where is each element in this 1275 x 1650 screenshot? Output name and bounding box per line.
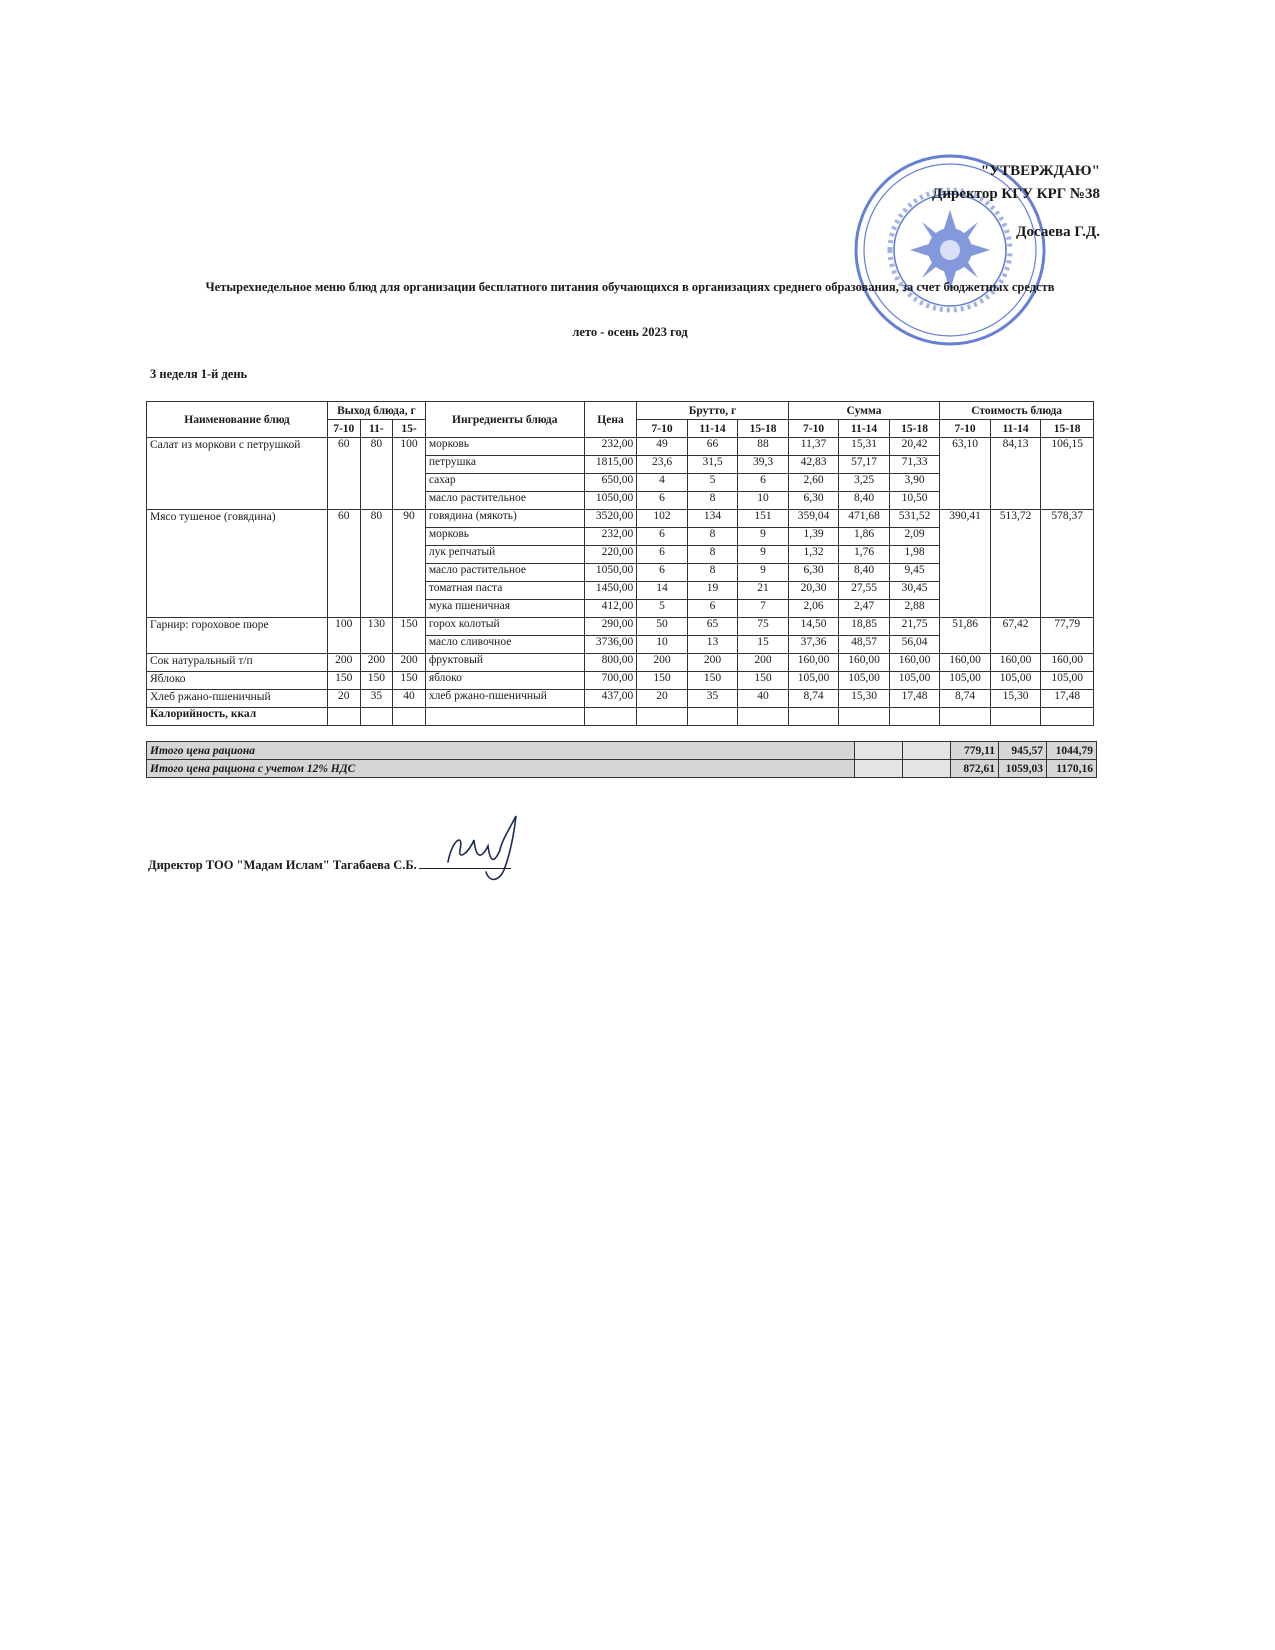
brutto-cell: 200 — [738, 654, 789, 672]
price-cell: 437,00 — [584, 690, 637, 708]
brutto-cell: 6 — [738, 474, 789, 492]
sum-cell: 30,45 — [889, 582, 940, 600]
dish-output-cell: 150 — [393, 672, 426, 690]
sum-cell: 1,32 — [788, 546, 839, 564]
calories-row — [147, 708, 1094, 726]
dish-output-cell: 35 — [360, 690, 393, 708]
dish-cost-cell: 105,00 — [990, 672, 1041, 690]
sum-cell: 42,83 — [788, 456, 839, 474]
header-brutto: Брутто, г — [637, 402, 789, 420]
header-out-age: 11- — [360, 420, 393, 438]
price-cell: 290,00 — [584, 618, 637, 636]
price-cell: 700,00 — [584, 672, 637, 690]
sum-cell: 1,86 — [839, 528, 890, 546]
dish-output-cell: 90 — [393, 510, 426, 618]
dish-output-cell: 100 — [393, 438, 426, 510]
dish-output-cell: 80 — [360, 510, 393, 618]
brutto-cell: 21 — [738, 582, 789, 600]
sum-cell: 18,85 — [839, 618, 890, 636]
dish-name-cell: Гарнир: гороховое пюре — [147, 618, 328, 654]
header-brutto-age: 15-18 — [738, 420, 789, 438]
total-row — [147, 742, 1097, 760]
price-cell: 1050,00 — [584, 492, 637, 510]
sum-cell: 3,25 — [839, 474, 890, 492]
brutto-cell: 9 — [738, 546, 789, 564]
header-out-age: 15- — [393, 420, 426, 438]
handwritten-signature — [430, 810, 540, 890]
brutto-cell: 150 — [637, 672, 688, 690]
dish-output-cell: 60 — [327, 438, 360, 510]
sum-cell: 9,45 — [889, 564, 940, 582]
sum-cell: 1,98 — [889, 546, 940, 564]
total-value: 945,57 — [999, 742, 1047, 760]
sum-cell: 8,74 — [788, 690, 839, 708]
table-row — [147, 654, 1094, 672]
calories-empty-cell — [584, 708, 637, 726]
sum-cell: 1,39 — [788, 528, 839, 546]
brutto-cell: 102 — [637, 510, 688, 528]
brutto-cell: 20 — [637, 690, 688, 708]
total-vat-value: 1059,03 — [999, 760, 1047, 778]
brutto-cell: 31,5 — [687, 456, 738, 474]
sum-cell: 1,76 — [839, 546, 890, 564]
calories-empty-cell — [360, 708, 393, 726]
calories-empty-cell — [327, 708, 360, 726]
dish-output-cell: 80 — [360, 438, 393, 510]
blank-cell — [855, 760, 903, 778]
dish-cost-cell: 51,86 — [940, 618, 991, 654]
header-out-age: 7-10 — [327, 420, 360, 438]
dish-output-cell: 200 — [327, 654, 360, 672]
price-cell: 3520,00 — [584, 510, 637, 528]
header-sum-age: 15-18 — [889, 420, 940, 438]
header-ingredients: Ингредиенты блюда — [425, 402, 584, 438]
sum-cell: 2,47 — [839, 600, 890, 618]
sum-cell: 2,60 — [788, 474, 839, 492]
sum-cell: 160,00 — [889, 654, 940, 672]
brutto-cell: 19 — [687, 582, 738, 600]
sum-cell: 2,06 — [788, 600, 839, 618]
dish-cost-cell: 513,72 — [990, 510, 1041, 618]
header-brutto-age: 7-10 — [637, 420, 688, 438]
ingredient-cell: томатная паста — [425, 582, 584, 600]
ingredient-cell: хлеб ржано-пшеничный — [425, 690, 584, 708]
sum-cell: 57,17 — [839, 456, 890, 474]
dish-output-cell: 150 — [393, 618, 426, 654]
brutto-cell: 8 — [687, 528, 738, 546]
dish-cost-cell: 67,42 — [990, 618, 1041, 654]
brutto-cell: 6 — [637, 492, 688, 510]
calories-empty-cell — [393, 708, 426, 726]
header-price: Цена — [584, 402, 637, 438]
dish-cost-cell: 160,00 — [990, 654, 1041, 672]
document-subtitle: лето - осень 2023 год — [572, 325, 688, 339]
total-vat-value: 1170,16 — [1047, 760, 1097, 778]
price-cell: 412,00 — [584, 600, 637, 618]
brutto-cell: 150 — [738, 672, 789, 690]
ingredient-cell: масло сливочное — [425, 636, 584, 654]
sum-cell: 15,31 — [839, 438, 890, 456]
dish-name-cell: Яблоко — [147, 672, 328, 690]
approval-heading: "УТВЕРЖДАЮ" — [980, 163, 1100, 179]
sum-cell: 20,30 — [788, 582, 839, 600]
sum-cell: 359,04 — [788, 510, 839, 528]
brutto-cell: 6 — [637, 546, 688, 564]
calories-empty-cell — [990, 708, 1041, 726]
brutto-cell: 10 — [637, 636, 688, 654]
price-cell: 800,00 — [584, 654, 637, 672]
sum-cell: 2,09 — [889, 528, 940, 546]
dish-output-cell: 200 — [360, 654, 393, 672]
sum-cell: 14,50 — [788, 618, 839, 636]
sum-cell: 10,50 — [889, 492, 940, 510]
dish-cost-cell: 77,79 — [1041, 618, 1094, 654]
sum-cell: 8,40 — [839, 492, 890, 510]
ingredient-cell: говядина (мякоть) — [425, 510, 584, 528]
sum-cell: 6,30 — [788, 564, 839, 582]
dish-cost-cell: 160,00 — [1041, 654, 1094, 672]
blank-cell — [855, 742, 903, 760]
ingredient-cell: фруктовый — [425, 654, 584, 672]
dish-name-cell: Салат из моркови с петрушкой — [147, 438, 328, 510]
approval-block — [900, 160, 1100, 244]
dish-name-cell: Хлеб ржано-пшеничный — [147, 690, 328, 708]
dish-cost-cell: 15,30 — [990, 690, 1041, 708]
ingredient-cell: масло растительное — [425, 492, 584, 510]
director-name: Директор ТОО "Мадам Ислам" Тагабаева С.Б. — [148, 858, 417, 872]
header-cost-age: 7-10 — [940, 420, 991, 438]
brutto-cell: 5 — [637, 600, 688, 618]
calories-empty-cell — [788, 708, 839, 726]
brutto-cell: 8 — [687, 492, 738, 510]
calories-empty-cell — [940, 708, 991, 726]
ingredient-cell: морковь — [425, 438, 584, 456]
brutto-cell: 150 — [687, 672, 738, 690]
brutto-cell: 14 — [637, 582, 688, 600]
brutto-cell: 10 — [738, 492, 789, 510]
sum-cell: 56,04 — [889, 636, 940, 654]
ingredient-cell: мука пшеничная — [425, 600, 584, 618]
dish-cost-cell: 390,41 — [940, 510, 991, 618]
sum-cell: 471,68 — [839, 510, 890, 528]
price-cell: 1815,00 — [584, 456, 637, 474]
dish-output-cell: 200 — [393, 654, 426, 672]
dish-name-cell: Мясо тушеное (говядина) — [147, 510, 328, 618]
dish-cost-cell: 84,13 — [990, 438, 1041, 510]
brutto-cell: 39,3 — [738, 456, 789, 474]
sum-cell: 160,00 — [839, 654, 890, 672]
header-brutto-age: 11-14 — [687, 420, 738, 438]
ingredient-cell: лук репчатый — [425, 546, 584, 564]
dish-output-cell: 150 — [360, 672, 393, 690]
dish-cost-cell: 105,00 — [1041, 672, 1094, 690]
dish-cost-cell: 578,37 — [1041, 510, 1094, 618]
brutto-cell: 50 — [637, 618, 688, 636]
calories-empty-cell — [1041, 708, 1094, 726]
header-cost-age: 15-18 — [1041, 420, 1094, 438]
price-cell: 1450,00 — [584, 582, 637, 600]
sum-cell: 6,30 — [788, 492, 839, 510]
approval-position: Директор КГУ КРГ №38 — [932, 186, 1100, 203]
table-row — [147, 510, 1094, 528]
brutto-cell: 6 — [637, 564, 688, 582]
brutto-cell: 13 — [687, 636, 738, 654]
sum-cell: 71,33 — [889, 456, 940, 474]
table-row — [147, 690, 1094, 708]
brutto-cell: 15 — [738, 636, 789, 654]
brutto-cell: 23,6 — [637, 456, 688, 474]
ingredient-cell: морковь — [425, 528, 584, 546]
sum-cell: 48,57 — [839, 636, 890, 654]
brutto-cell: 6 — [637, 528, 688, 546]
total-value: 779,11 — [951, 742, 999, 760]
header-cost: Стоимость блюда — [940, 402, 1094, 420]
sum-cell: 15,30 — [839, 690, 890, 708]
price-cell: 220,00 — [584, 546, 637, 564]
brutto-cell: 49 — [637, 438, 688, 456]
sum-cell: 21,75 — [889, 618, 940, 636]
ingredient-cell: петрушка — [425, 456, 584, 474]
sum-cell: 160,00 — [788, 654, 839, 672]
brutto-cell: 8 — [687, 564, 738, 582]
brutto-cell: 134 — [687, 510, 738, 528]
sum-cell: 8,40 — [839, 564, 890, 582]
approval-signer-name: Досаева Г.Д. — [1016, 223, 1100, 240]
dish-name-cell: Сок натуральный т/п — [147, 654, 328, 672]
brutto-cell: 75 — [738, 618, 789, 636]
calories-empty-cell — [738, 708, 789, 726]
table-row — [147, 438, 1094, 456]
brutto-cell: 6 — [687, 600, 738, 618]
brutto-cell: 200 — [687, 654, 738, 672]
calories-empty-cell — [637, 708, 688, 726]
header-sum-age: 7-10 — [788, 420, 839, 438]
sum-cell: 105,00 — [788, 672, 839, 690]
price-cell: 3736,00 — [584, 636, 637, 654]
menu-table — [146, 401, 1094, 726]
brutto-cell: 65 — [687, 618, 738, 636]
price-cell: 1050,00 — [584, 564, 637, 582]
dish-cost-cell: 17,48 — [1041, 690, 1094, 708]
header-dish-name: Наименование блюд — [147, 402, 328, 438]
sum-cell: 105,00 — [889, 672, 940, 690]
price-cell: 232,00 — [584, 528, 637, 546]
sum-cell: 20,42 — [889, 438, 940, 456]
dish-output-cell: 150 — [327, 672, 360, 690]
header-output: Выход блюда, г — [327, 402, 425, 420]
dish-cost-cell: 106,15 — [1041, 438, 1094, 510]
brutto-cell: 9 — [738, 528, 789, 546]
table-row — [147, 672, 1094, 690]
header-sum: Сумма — [788, 402, 940, 420]
price-cell: 232,00 — [584, 438, 637, 456]
brutto-cell: 88 — [738, 438, 789, 456]
brutto-cell: 9 — [738, 564, 789, 582]
brutto-cell: 7 — [738, 600, 789, 618]
blank-cell — [903, 760, 951, 778]
dish-cost-cell: 160,00 — [940, 654, 991, 672]
brutto-cell: 35 — [687, 690, 738, 708]
dish-output-cell: 20 — [327, 690, 360, 708]
header-sum-age: 11-14 — [839, 420, 890, 438]
calories-empty-cell — [687, 708, 738, 726]
header-cost-age: 11-14 — [990, 420, 1041, 438]
sum-cell: 11,37 — [788, 438, 839, 456]
ingredient-cell: горох колотый — [425, 618, 584, 636]
total-vat-label: Итого цена рациона с учетом 12% НДС — [147, 760, 855, 778]
dish-output-cell: 130 — [360, 618, 393, 654]
price-cell: 650,00 — [584, 474, 637, 492]
dish-cost-cell: 105,00 — [940, 672, 991, 690]
brutto-cell: 4 — [637, 474, 688, 492]
sum-cell: 27,55 — [839, 582, 890, 600]
total-value: 1044,79 — [1047, 742, 1097, 760]
week-day-label: 3 неделя 1-й день — [150, 367, 248, 381]
brutto-cell: 40 — [738, 690, 789, 708]
blank-cell — [903, 742, 951, 760]
brutto-cell: 151 — [738, 510, 789, 528]
brutto-cell: 5 — [687, 474, 738, 492]
sum-cell: 105,00 — [839, 672, 890, 690]
brutto-cell: 200 — [637, 654, 688, 672]
totals-table — [146, 741, 1097, 778]
ingredient-cell: масло растительное — [425, 564, 584, 582]
calories-label: Калорийность, ккал — [147, 708, 328, 726]
brutto-cell: 66 — [687, 438, 738, 456]
sum-cell: 2,88 — [889, 600, 940, 618]
menu-table-body — [147, 438, 1094, 726]
brutto-cell: 8 — [687, 546, 738, 564]
table-row — [147, 618, 1094, 636]
total-label: Итого цена рациона — [147, 742, 855, 760]
calories-empty-cell — [889, 708, 940, 726]
ingredient-cell: сахар — [425, 474, 584, 492]
sum-cell: 37,36 — [788, 636, 839, 654]
total-vat-row — [147, 760, 1097, 778]
sum-cell: 3,90 — [889, 474, 940, 492]
dish-output-cell: 100 — [327, 618, 360, 654]
sum-cell: 531,52 — [889, 510, 940, 528]
dish-cost-cell: 63,10 — [940, 438, 991, 510]
calories-empty-cell — [839, 708, 890, 726]
dish-output-cell: 40 — [393, 690, 426, 708]
dish-cost-cell: 8,74 — [940, 690, 991, 708]
sum-cell: 17,48 — [889, 690, 940, 708]
dish-output-cell: 60 — [327, 510, 360, 618]
ingredient-cell: яблоко — [425, 672, 584, 690]
total-vat-value: 872,61 — [951, 760, 999, 778]
calories-empty-cell — [425, 708, 584, 726]
document-title: Четырехнедельное меню блюд для организации бесплатного питания обучающихся в организациях среднего образования, за счет бюджетных средств — [205, 280, 1055, 294]
